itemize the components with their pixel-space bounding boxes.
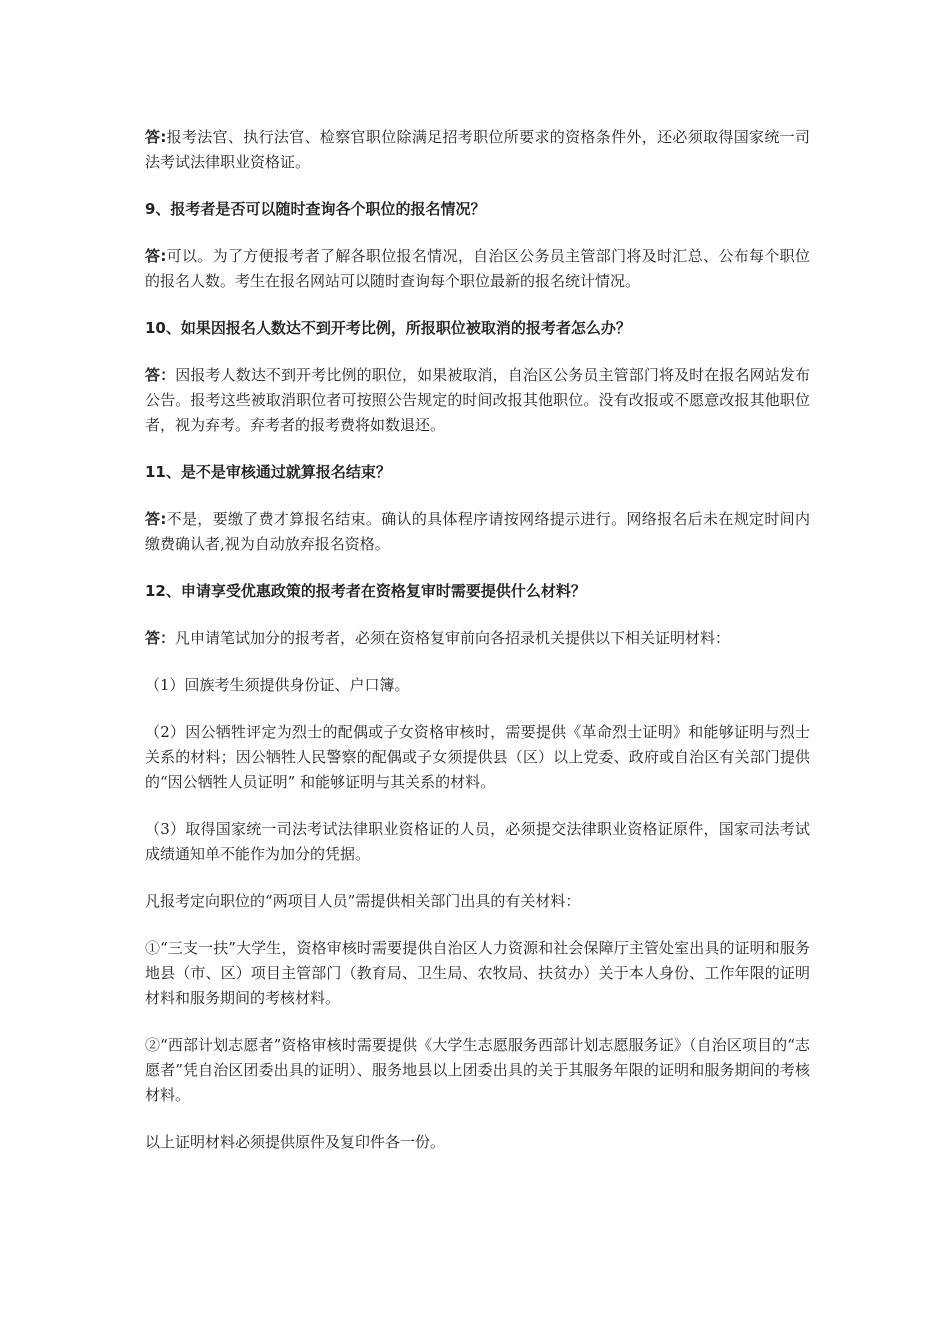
two-projects-paragraph: 凡报考定向职位的“两项目人员”需提供相关部门出具的有关材料： <box>145 892 581 910</box>
circled-item-2: ②“西部计划志愿者”资格审核时需要提供《大学生志愿服务西部计划志愿服务证》（自治区项目的“志愿者”凭自治区团委出具的证明）、服务地县以上团委出具的关于其服务年限的证明和服务期间的考核材料。 <box>145 1036 810 1104</box>
question-10: 10、如果因报名人数达不到开考比例，所报职位被取消的报考者怎么办？ <box>145 319 631 337</box>
answer-9 <box>145 244 810 294</box>
answer-text: 不是，要缴了费才算报名结束。确认的具体程序请按网络提示进行。网络报名后未在规定时间内缴费确认者,视为自动放弃报名资格。 <box>145 510 810 553</box>
answer-label: 答: <box>145 128 167 146</box>
answer-label: 答： <box>145 366 176 384</box>
answer-text: 凡申请笔试加分的报考者，必须在资格复审前向各招录机关提供以下相关证明材料： <box>175 629 731 647</box>
answer-10 <box>145 363 810 438</box>
answer-text: 报考法官、执行法官、检察官职位除满足招考职位所要求的资格条件外，还必须取得国家统一司法考试法律职业资格证。 <box>145 128 810 171</box>
list-item-3: （3）取得国家统一司法考试法律职业资格证的人员，必须提交法律职业资格证原件，国家司法考试成绩通知单不能作为加分的凭据。 <box>145 820 810 863</box>
answer-label: 答: <box>145 247 167 265</box>
answer-text: 可以。为了方便报考者了解各职位报名情况，自治区公务员主管部门将及时汇总、公布每个职位的报名人数。考生在报名网站可以随时查询每个职位最新的报名统计情况。 <box>145 247 810 290</box>
question-9: 9、报考者是否可以随时查询各个职位的报名情况？ <box>145 200 486 218</box>
answer-8 <box>145 125 810 175</box>
document-body <box>145 125 810 1177</box>
closing-paragraph: 以上证明材料必须提供原件及复印件各一份。 <box>145 1133 446 1151</box>
list-item-1: （1）回族考生须提供身份证、户口簿。 <box>145 676 410 694</box>
question-12: 12、申请享受优惠政策的报考者在资格复审时需要提供什么材料？ <box>145 582 586 600</box>
circled-item-1: ①“三支一扶”大学生，资格审核时需要提供自治区人力资源和社会保障厅主管处室出具的证明和服务地县（市、区）项目主管部门（教育局、卫生局、农牧局、扶贫办）关于本人身份、工作年限的证明材料和服务期间的考核材料。 <box>145 939 810 1007</box>
answer-label: 答： <box>145 629 176 647</box>
question-11: 11、是不是审核通过就算报名结束？ <box>145 463 391 481</box>
answer-text: 因报考人数达不到开考比例的职位，如果被取消，自治区公务员主管部门将及时在报名网站发布公告。报考这些被取消职位者可按照公告规定的时间改报其他职位。没有改报或不愿意改报其他职位者，视为弃考。弃考者的报考费将如数退还。 <box>145 366 810 434</box>
answer-12 <box>145 626 810 651</box>
list-item-2: （2）因公牺牲评定为烈士的配偶或子女资格审核时，需要提供《革命烈士证明》和能够证明与烈士关系的材料；因公牺牲人民警察的配偶或子女须提供县（区）以上党委、政府或自治区有关部门提供的“因公牺牲人员证明” 和能够证明与其关系的材料。 <box>145 723 810 791</box>
answer-11 <box>145 507 810 557</box>
answer-label: 答: <box>145 510 167 528</box>
